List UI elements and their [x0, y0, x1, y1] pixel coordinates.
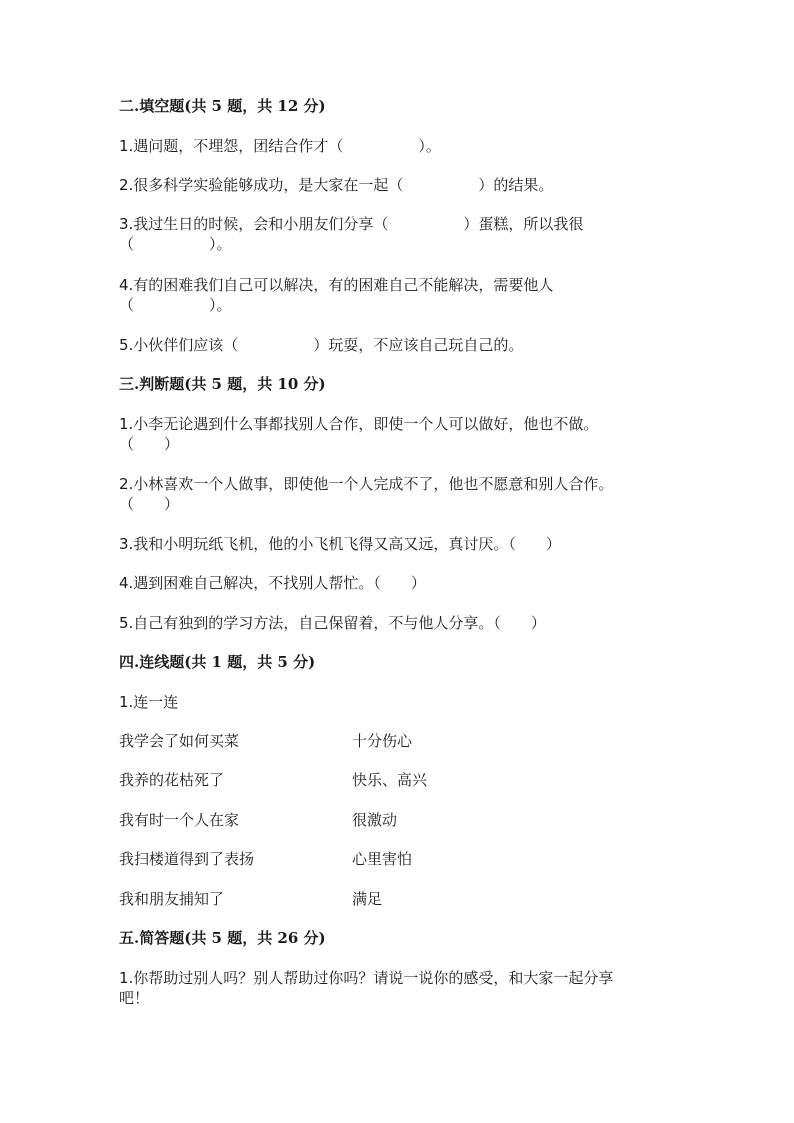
question-short-1-line1: 1.你帮助过别人吗？别人帮助过你吗？请说一说你的感受，和大家一起分享 [119, 969, 614, 987]
question-fill-3-line2: （ ）。 [119, 235, 232, 253]
match-left-item: 我扫楼道得到了表扬 [119, 850, 255, 868]
question-tf-4: 4.遇到困难自己解决，不找别人帮忙。（ ） [119, 574, 426, 592]
section-heading-fill-blank: 二.填空题(共 5 题，共 12 分) [119, 97, 326, 115]
question-fill-4-line1: 4.有的困难我们自己可以解决，有的困难自己不能解决，需要他人 [119, 276, 554, 294]
match-right-item: 心里害怕 [352, 850, 413, 868]
question-fill-2: 2.很多科学实验能够成功，是大家在一起（ ）的结果。 [119, 176, 554, 194]
question-tf-2-line2: （ ） [119, 495, 180, 513]
match-left-item: 我有时一个人在家 [119, 811, 240, 829]
question-tf-2-line1: 2.小林喜欢一个人做事，即使他一个人完成不了，他也不愿意和别人合作。 [119, 475, 614, 493]
question-fill-3-line1: 3.我过生日的时候，会和小朋友们分享（ ）蛋糕，所以我很 [119, 215, 584, 233]
question-fill-1: 1.遇问题，不埋怨，团结合作才（ ）。 [119, 137, 441, 155]
match-right-item: 快乐、高兴 [352, 771, 428, 789]
question-tf-1-line1: 1.小李无论遇到什么事都找别人合作，即使一个人可以做好，他也不做。 [119, 415, 599, 433]
question-fill-4-line2: （ ）。 [119, 296, 232, 314]
question-short-1-line2: 吧！ [119, 989, 150, 1007]
question-fill-5: 5.小伙伴们应该（ ）玩耍，不应该自己玩自己的。 [119, 336, 524, 354]
section-heading-matching: 四.连线题(共 1 题，共 5 分) [119, 653, 316, 671]
match-right-item: 十分伤心 [352, 732, 413, 750]
match-left-item: 我学会了如何买菜 [119, 732, 240, 750]
section-heading-short-answer: 五.简答题(共 5 题，共 26 分) [119, 929, 326, 947]
question-tf-5: 5.自己有独到的学习方法，自己保留着，不与他人分享。（ ） [119, 614, 546, 632]
question-match-1: 1.连一连 [119, 693, 179, 711]
section-heading-true-false: 三.判断题(共 5 题，共 10 分) [119, 375, 326, 393]
match-right-item: 很激动 [352, 811, 398, 829]
match-right-item: 满足 [352, 890, 383, 908]
match-left-item: 我养的花枯死了 [119, 771, 225, 789]
question-tf-3: 3.我和小明玩纸飞机，他的小飞机飞得又高又远，真讨厌。（ ） [119, 535, 561, 553]
question-tf-1-line2: （ ） [119, 435, 180, 453]
match-left-item: 我和朋友捕知了 [119, 890, 225, 908]
